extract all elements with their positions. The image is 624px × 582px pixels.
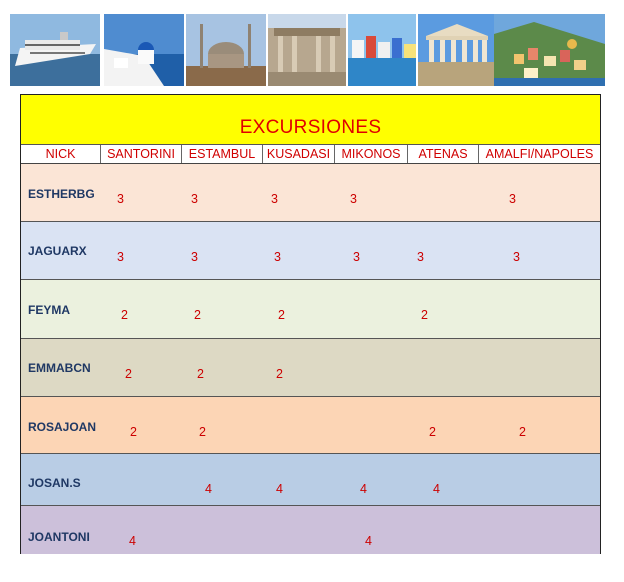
- row-value: 3: [117, 250, 124, 264]
- header-atenas: ATENAS: [408, 145, 479, 163]
- row-value: 3: [274, 250, 281, 264]
- row-value: 2: [278, 308, 285, 322]
- row-value: 3: [513, 250, 520, 264]
- cruise-ship-photo: [10, 14, 100, 86]
- row-value: 3: [191, 192, 198, 206]
- row-value: 4: [360, 482, 367, 496]
- row-value: 4: [205, 482, 212, 496]
- mykonos-photo: [348, 14, 416, 86]
- row-value: 4: [433, 482, 440, 496]
- row-value: 3: [417, 250, 424, 264]
- header-santorini: SANTORINI: [101, 145, 182, 163]
- row-value: 2: [125, 367, 132, 381]
- header-nick: NICK: [21, 145, 101, 163]
- santorini-photo: [104, 14, 184, 86]
- table-row: [21, 222, 600, 280]
- title-row: [21, 95, 600, 145]
- row-nick: JOANTONI: [28, 530, 90, 544]
- row-nick: ROSAJOAN: [28, 420, 97, 434]
- row-value: 2: [130, 425, 137, 439]
- ephesus-photo: [268, 14, 346, 86]
- table-title: EXCURSIONES: [239, 117, 382, 138]
- acropolis-photo: [418, 14, 496, 86]
- table-row: [21, 454, 600, 506]
- header-amalfi-napoles: AMALFI/NAPOLES: [485, 147, 594, 161]
- row-nick: JAGUARX: [28, 244, 87, 258]
- positano-photo: [494, 14, 605, 86]
- row-value: 3: [191, 250, 198, 264]
- row-value: 3: [353, 250, 360, 264]
- row-nick: JOSAN.S: [28, 476, 81, 490]
- row-value: 4: [129, 534, 136, 548]
- row-value: 4: [276, 482, 283, 496]
- row-nick: EMMABCN: [28, 361, 91, 375]
- photo-banner: [10, 10, 605, 88]
- table-row: [21, 280, 600, 339]
- istanbul-photo: [186, 14, 266, 86]
- excursions-table: [20, 94, 601, 554]
- row-value: 3: [117, 192, 124, 206]
- table-row: [21, 397, 600, 454]
- header-row: [21, 145, 600, 164]
- header-kusadasi: KUSADASI: [263, 145, 335, 163]
- row-nick: FEYMA: [28, 303, 70, 317]
- row-value: 2: [121, 308, 128, 322]
- row-value: 2: [197, 367, 204, 381]
- header-mikonos: MIKONOS: [335, 145, 408, 163]
- row-value: 2: [276, 367, 283, 381]
- row-value: 2: [429, 425, 436, 439]
- row-nick: ESTHERBG: [28, 187, 95, 201]
- table-row: [21, 339, 600, 397]
- table-row: [21, 506, 600, 554]
- row-value: 2: [199, 425, 206, 439]
- row-value: 4: [365, 534, 372, 548]
- table-row: [21, 164, 600, 222]
- row-value: 3: [350, 192, 357, 206]
- row-value: 3: [509, 192, 516, 206]
- row-value: 2: [421, 308, 428, 322]
- row-value: 2: [519, 425, 526, 439]
- header-estambul: ESTAMBUL: [182, 145, 263, 163]
- row-value: 3: [271, 192, 278, 206]
- row-value: 2: [194, 308, 201, 322]
